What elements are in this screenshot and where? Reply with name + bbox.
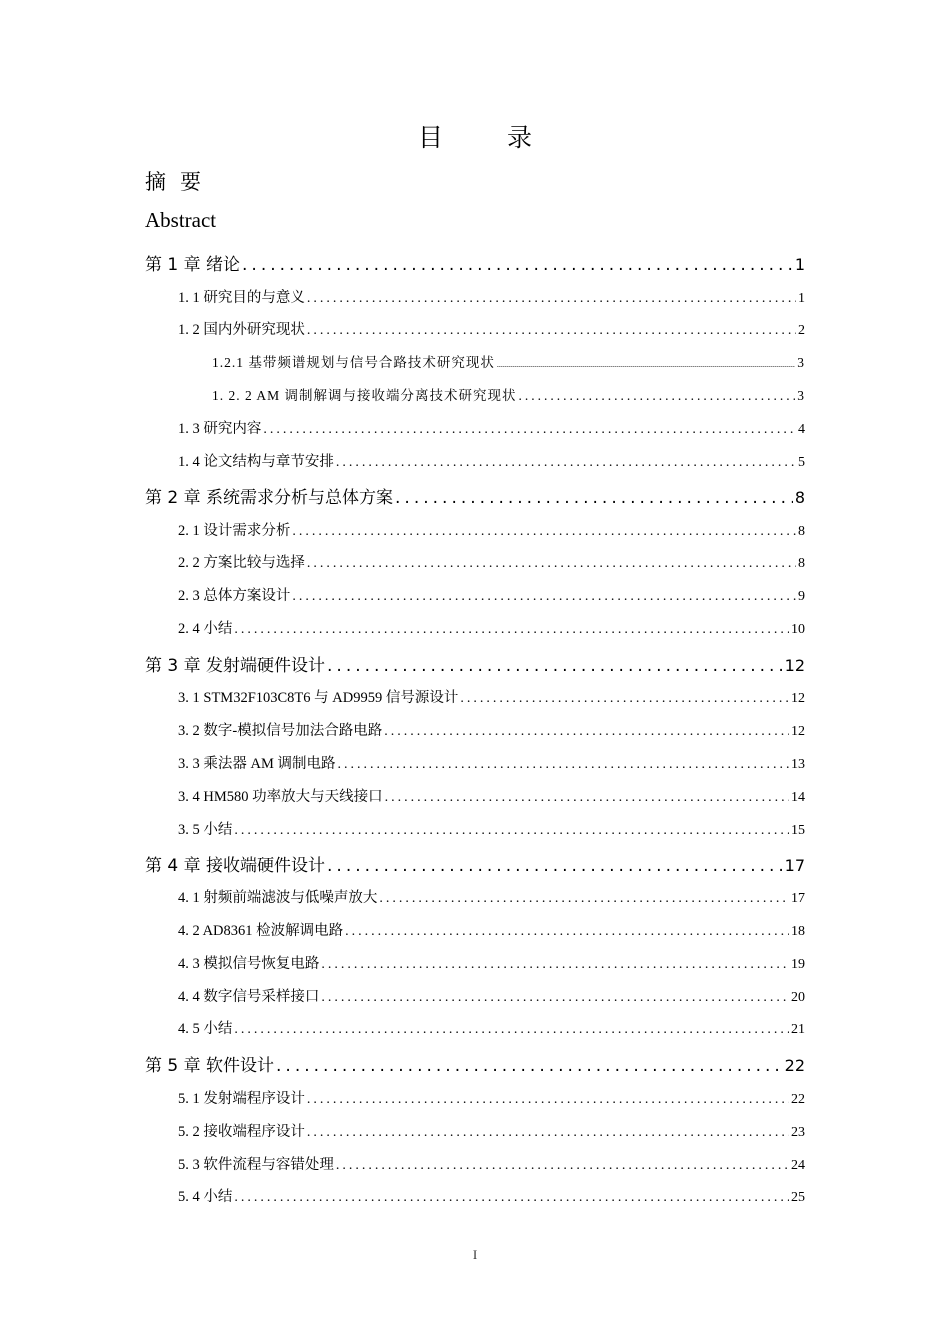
toc-entry-label: 2. 3 总体方案设计 xyxy=(178,588,291,604)
dot-leader xyxy=(307,323,796,339)
toc-entry-section[interactable] xyxy=(178,584,805,605)
toc-entry-chapter[interactable] xyxy=(145,483,805,508)
toc-entry-label: 3. 4 HM580 功率放大与天线接口 xyxy=(178,789,383,805)
toc-entry-page: 13 xyxy=(791,757,805,772)
dot-leader xyxy=(460,691,789,707)
toc-entry-page: 10 xyxy=(791,622,805,637)
toc-entry-page: 21 xyxy=(791,1022,805,1037)
dot-leader xyxy=(242,255,793,275)
toc-entry-label: 1. 4 论文结构与章节安排 xyxy=(178,454,334,470)
toc-entry-label: 3. 3 乘法器 AM 调制电路 xyxy=(178,756,336,772)
toc-entry-chapter[interactable] xyxy=(145,851,805,876)
toc-entry-section[interactable] xyxy=(178,286,805,307)
toc-entry-section[interactable] xyxy=(178,1153,805,1174)
toc-entry-label: 5. 2 接收端程序设计 xyxy=(178,1124,305,1140)
toc-entry-section[interactable] xyxy=(178,1120,805,1141)
toc-entry-label: 1. 2. 2 AM 调制解调与接收端分离技术研究现状 xyxy=(212,388,517,403)
dot-leader xyxy=(379,891,789,907)
toc-entry-label: 1.2.1 基带频谱规划与信号合路技术研究现状 xyxy=(212,355,495,370)
toc-entry-page: 1 xyxy=(794,255,805,274)
toc-entry-section[interactable] xyxy=(178,886,805,907)
toc-entry-label: 1. 1 研究目的与意义 xyxy=(178,290,305,306)
toc-entry-section[interactable] xyxy=(178,985,805,1006)
toc-entry-section[interactable] xyxy=(178,952,805,973)
toc-entry-page: 12 xyxy=(791,691,805,706)
toc-entry-page: 4 xyxy=(798,422,805,437)
toc-entry-label: 第 3 章 发射端硬件设计 xyxy=(145,656,326,676)
toc-entry-section[interactable] xyxy=(178,818,805,839)
toc-entry-section[interactable] xyxy=(178,617,805,638)
toc-entry-page: 5 xyxy=(798,455,805,470)
toc-entry-label: 3. 1 STM32F103C8T6 与 AD9959 信号源设计 xyxy=(178,690,459,706)
dot-leader xyxy=(519,388,796,404)
dot-leader xyxy=(292,589,796,605)
toc-entry-sub[interactable] xyxy=(212,384,805,404)
toc-entry-page: 20 xyxy=(791,990,805,1005)
toc-entry-section[interactable] xyxy=(178,417,805,438)
toc-abstract-cn[interactable]: 摘要 xyxy=(145,170,215,194)
toc-entry-page: 14 xyxy=(791,790,805,805)
dot-leader xyxy=(336,1158,789,1174)
toc-entry-page: 8 xyxy=(798,524,805,539)
toc-entry-section[interactable] xyxy=(178,318,805,339)
toc-entry-page: 3 xyxy=(797,355,805,370)
toc-entry-label: 3. 5 小结 xyxy=(178,822,233,838)
toc-entry-label: 4. 2 AD8361 检波解调电路 xyxy=(178,923,344,939)
toc-entry-page: 2 xyxy=(798,323,805,338)
page-number-footer: I xyxy=(472,1247,478,1262)
dot-leader xyxy=(321,957,789,973)
dot-leader xyxy=(321,990,789,1006)
dot-leader xyxy=(234,1190,789,1206)
toc-entry-page: 17 xyxy=(784,856,805,875)
toc-entry-chapter[interactable] xyxy=(145,1051,805,1076)
toc-entry-page: 8 xyxy=(798,556,805,571)
dot-leader xyxy=(263,422,796,438)
toc-entry-section[interactable] xyxy=(178,719,805,740)
dot-leader xyxy=(307,1092,789,1108)
toc-abstract-en[interactable]: Abstract xyxy=(145,208,217,232)
toc-entry-page: 22 xyxy=(791,1092,805,1107)
dot-leader xyxy=(345,924,789,940)
dot-leader xyxy=(292,524,796,540)
toc-entry-page: 25 xyxy=(791,1190,805,1205)
dot-leader xyxy=(384,724,789,740)
toc-entry-label: 5. 1 发射端程序设计 xyxy=(178,1091,305,1107)
toc-entry-label: 2. 2 方案比较与选择 xyxy=(178,555,305,571)
toc-entry-section[interactable] xyxy=(178,1087,805,1108)
toc-entry-page: 22 xyxy=(784,1056,805,1075)
dot-leader xyxy=(276,1056,783,1076)
toc-entry-section[interactable] xyxy=(178,919,805,940)
dot-leader xyxy=(307,291,796,307)
toc-entry-label: 5. 4 小结 xyxy=(178,1189,233,1205)
toc-entry-page: 8 xyxy=(794,488,805,507)
dot-leader xyxy=(234,1022,789,1038)
toc-entry-label: 4. 4 数字信号采样接口 xyxy=(178,989,320,1005)
toc-entry-label: 1. 3 研究内容 xyxy=(178,421,262,437)
toc-entry-section[interactable] xyxy=(178,1017,805,1038)
page-title: 目 录 xyxy=(418,123,560,152)
toc-entry-page: 9 xyxy=(798,589,805,604)
toc-entry-section[interactable] xyxy=(178,1185,805,1206)
toc-entry-label: 第 5 章 软件设计 xyxy=(145,1056,275,1076)
toc-entry-section[interactable] xyxy=(178,450,805,471)
dot-leader xyxy=(395,488,793,508)
toc-entry-section[interactable] xyxy=(178,686,805,707)
dot-leader xyxy=(307,556,796,572)
toc-entry-label: 第 4 章 接收端硬件设计 xyxy=(145,856,326,876)
toc-entry-label: 5. 3 软件流程与容错处理 xyxy=(178,1157,334,1173)
toc-entry-label: 4. 3 模拟信号恢复电路 xyxy=(178,956,320,972)
dot-leader xyxy=(385,790,789,806)
toc-entry-page: 12 xyxy=(791,724,805,739)
toc-entry-section[interactable] xyxy=(178,785,805,806)
dot-leader xyxy=(307,1125,789,1141)
toc-entry-label: 3. 2 数字-模拟信号加法合路电路 xyxy=(178,723,383,739)
toc-entry-label: 第 1 章 绪论 xyxy=(145,255,241,275)
toc-entry-section[interactable] xyxy=(178,519,805,540)
toc-entry-label: 2. 1 设计需求分析 xyxy=(178,523,291,539)
toc-entry-label: 2. 4 小结 xyxy=(178,621,233,637)
toc-entry-page: 3 xyxy=(797,388,805,403)
dot-leader xyxy=(327,656,783,676)
dot-leader xyxy=(497,360,795,369)
toc-entry-page: 15 xyxy=(791,823,805,838)
dot-leader xyxy=(234,823,789,839)
dot-leader xyxy=(338,757,790,773)
toc-entry-page: 23 xyxy=(791,1125,805,1140)
toc-entry-page: 24 xyxy=(791,1158,805,1173)
toc-entry-label: 1. 2 国内外研究现状 xyxy=(178,322,305,338)
dot-leader xyxy=(327,856,783,876)
toc-entry-chapter[interactable] xyxy=(145,250,805,275)
toc-entry-label: 4. 5 小结 xyxy=(178,1021,233,1037)
toc-entry-section[interactable] xyxy=(178,752,805,773)
dot-leader xyxy=(234,622,789,638)
toc-entry-page: 12 xyxy=(784,656,805,675)
toc-entry-sub[interactable] xyxy=(212,351,805,371)
toc-entry-page: 18 xyxy=(791,924,805,939)
toc-entry-label: 4. 1 射频前端滤波与低噪声放大 xyxy=(178,890,378,906)
toc-entry-page: 17 xyxy=(791,891,805,906)
toc-entry-label: 第 2 章 系统需求分析与总体方案 xyxy=(145,488,394,508)
toc-entry-page: 1 xyxy=(798,291,805,306)
dot-leader xyxy=(336,455,796,471)
toc-entry-page: 19 xyxy=(791,957,805,972)
toc-entry-chapter[interactable] xyxy=(145,651,805,676)
toc-entry-section[interactable] xyxy=(178,551,805,572)
